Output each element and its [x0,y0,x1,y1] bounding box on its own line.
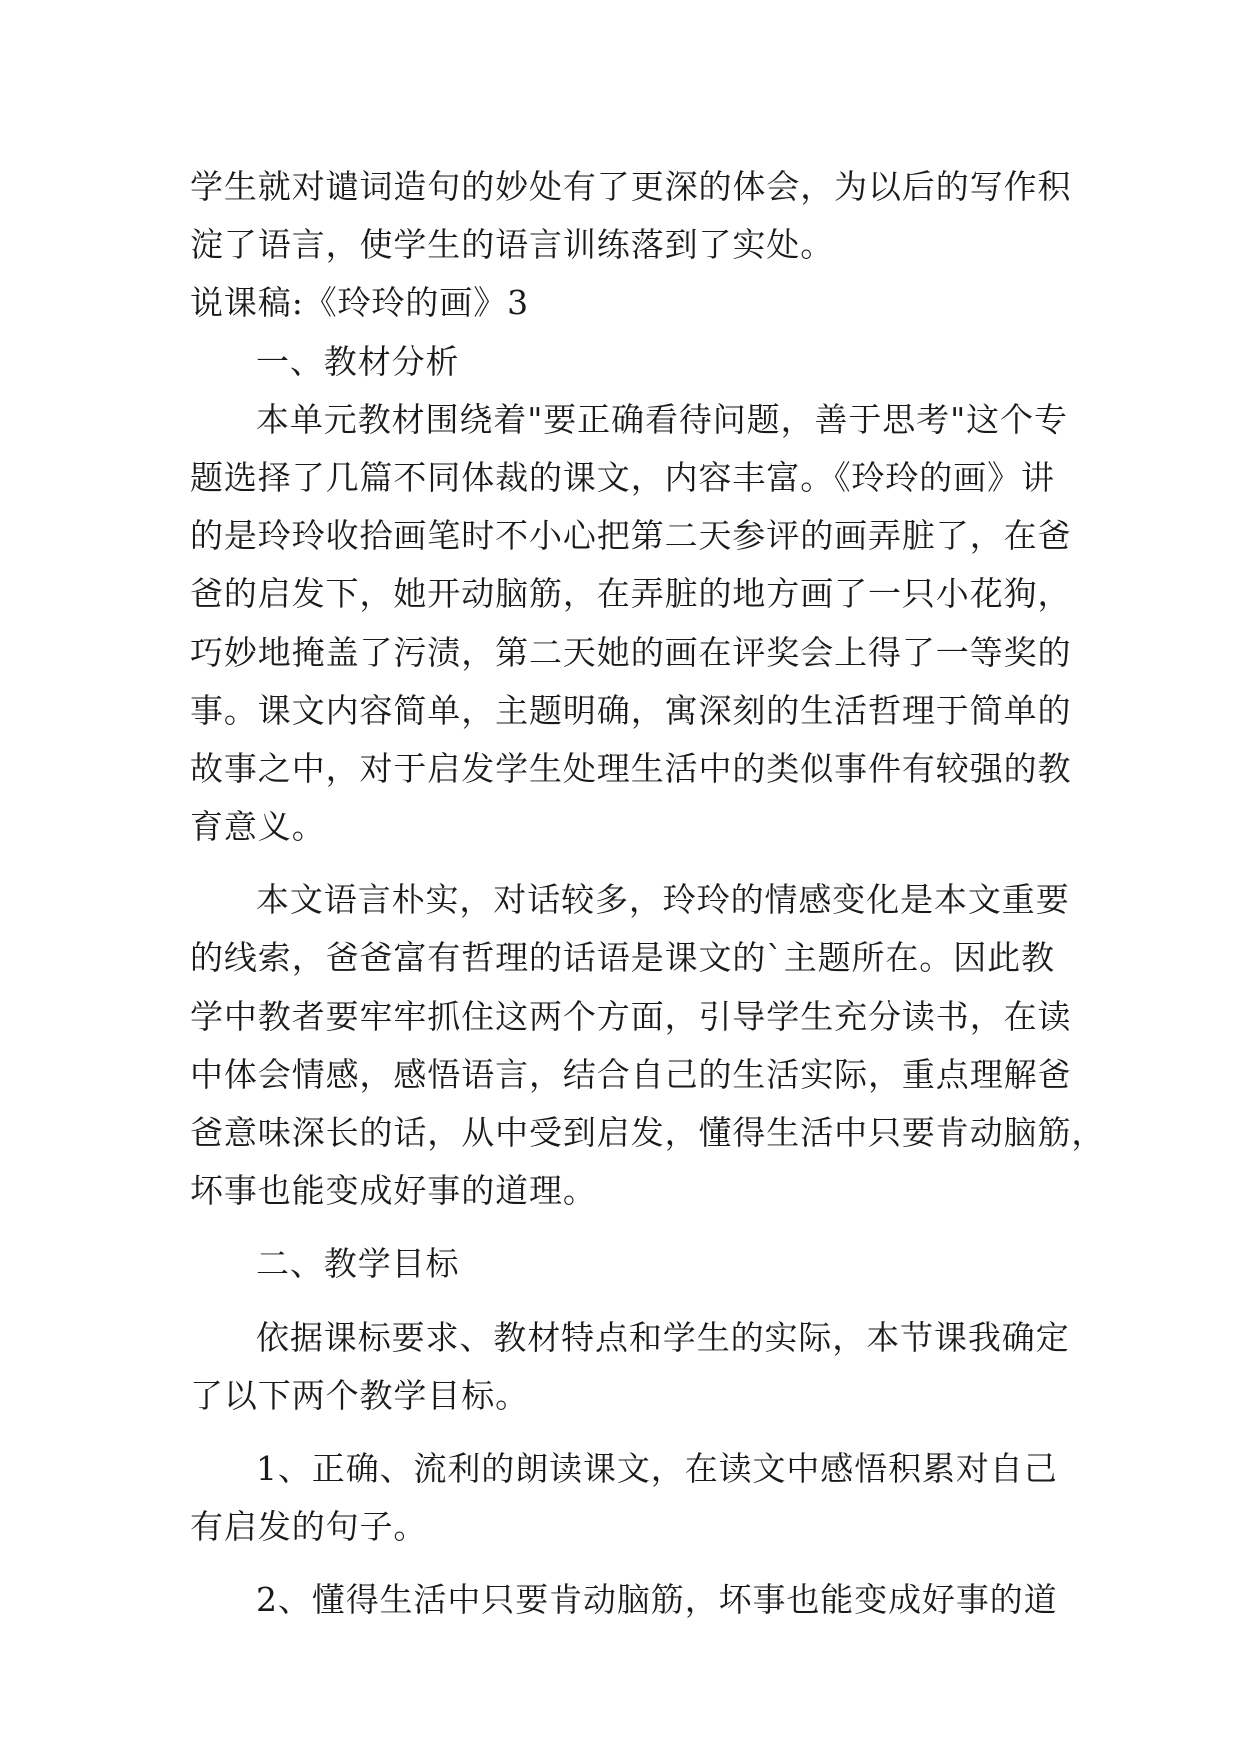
paragraph-gap [190,1294,1050,1309]
section-heading-materials: 一、教材分析 [256,341,460,381]
body-text-line: 题选择了几篇不同体裁的课文，内容丰富。《玲玲的画》讲 [190,457,1055,497]
body-text-line: 巧妙地掩盖了污渍，第二天她的画在评奖会上得了一等奖的 [190,632,1072,672]
body-text-line: 学生就对谴词造句的妙处有了更深的体会，为以后的写作积 [190,167,1072,206]
body-text-line: 育意义。 [190,807,326,847]
paragraph-gap [190,1425,1050,1440]
goal-item-1: 1、正确、流利的朗读课文，在读文中感悟积累对自己 [256,1448,1058,1488]
body-text-line: 故事之中，对于启发学生处理生活中的类似事件有较强的教 [190,748,1072,788]
body-text-line: 淀了语言，使学生的语言训练落到了实处。 [190,225,835,265]
body-text-line: 了以下两个教学目标。 [190,1375,529,1415]
paragraph-gap [190,1556,1050,1571]
section-heading-goals: 二、教学目标 [256,1244,460,1284]
body-text-line: 本单元教材围绕着"要正确看待问题，善于思考"这个专 [256,399,1068,439]
body-text-line: 坏事也能变成好事的道理。 [190,1171,597,1211]
body-text-line: 中体会情感，感悟语言，结合自己的生活实际，重点理解爸 [190,1054,1072,1094]
body-text-line: 的线索，爸爸富有哲理的话语是课文的`主题所在。因此教 [190,938,1055,978]
paragraph-gap [190,856,1050,871]
body-text-line: 爸的启发下，她开动脑筋，在弄脏的地方画了一只小花狗， [190,574,1072,614]
body-text-line: 依据课标要求、教材特点和学生的实际，本节课我确定 [256,1317,1070,1357]
body-text-line: 事。课文内容简单，主题明确，寓深刻的生活哲理于简单的 [190,690,1072,730]
document-page [190,158,1106,1630]
body-text-line: 学中教者要牢牢抓住这两个方面，引导学生充分读书，在读 [190,996,1072,1036]
paragraph-gap [190,1220,1050,1235]
document-title: 说课稿:《玲玲的画》3 [190,283,530,323]
body-text-line: 爸意味深长的话，从中受到启发，懂得生活中只要肯动脑筋， [190,1113,1106,1152]
goal-item-2: 2、懂得生活中只要肯动脑筋，坏事也能变成好事的道 [256,1580,1058,1620]
body-text-line: 本文语言朴实，对话较多，玲玲的情感变化是本文重要 [256,880,1070,920]
body-text-line: 有启发的句子。 [190,1507,428,1547]
body-text-line: 的是玲玲收拾画笔时不小心把第二天参评的画弄脏了，在爸 [190,516,1072,556]
